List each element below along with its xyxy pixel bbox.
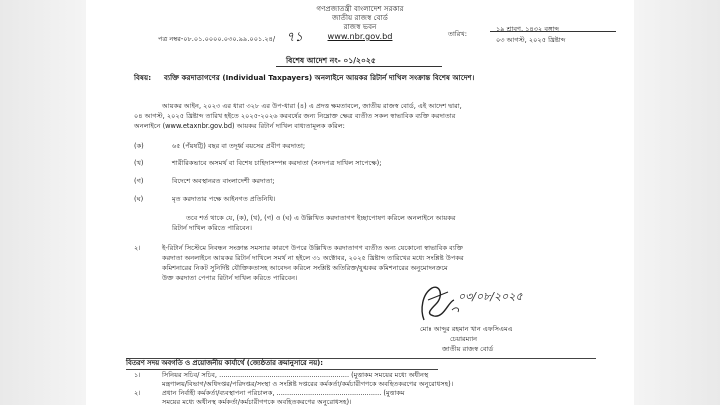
signature-image xyxy=(414,280,524,326)
signatory-designation: চেয়ারম্যান xyxy=(450,335,478,343)
para2-line-3: কমিশনারের নিকট সুনির্দিষ্ট যৌক্তিকতাসহ আবেদন করিলে সংশ্লিষ্ট অতিরিক্ত/যুগ্মকর কমিশনারের অনুমোদনক্রমে xyxy=(162,264,448,272)
special-order-title: বিশেষ আদেশ নং- ০১/২০২৫ xyxy=(286,56,376,65)
intro-line-3: অনলাইনে (www.etaxnbr.gov.bd) আয়কর রিটার্ন দাখিল বাধ্যতামূলক করিল: xyxy=(134,122,345,130)
exception-mark-gha: (ঘ) xyxy=(134,195,144,203)
exception-text-ka: ৬৫ (পঁয়ষট্টি) বছর বা তদূর্ধ্ব বয়সের প্রবীণ করদাতা; xyxy=(172,142,306,150)
intro-line-1: আয়কর আইন, ২০২৩ এর ধারা ৩২৮ এর উপ-ধারা (৪) এ প্রদত্ত ক্ষমতাবলে, জাতীয় রাজস্ব বোর্ড, এই আদেশ দ্বারা, xyxy=(162,102,462,110)
distribution-heading: বিতরণ সদয় অবগতি ও প্রয়োজনীয় কার্যার্থে (জ্যেষ্ঠতার ক্রমানুসারে নয়): xyxy=(126,359,323,367)
exception-text-kha: শারীরিকভাবে অসমর্থ বা বিশেষ চাহিদাসম্পন্ন করদাতা (সনদপত্র দাখিল সাপেক্ষে); xyxy=(172,159,382,167)
distribution-heading-underline xyxy=(126,369,438,370)
para2-line-2: করদাতা অনলাইনে আয়কর রিটার্ন দাখিলে সমর্থ না হইলে ৩১ অক্টোবর, ২০২৫ খ্রিষ্টাব্দ তারিখের মধ্যে সংশ্লিষ্ট উপকর xyxy=(162,254,464,262)
date-divider xyxy=(490,31,616,32)
header-board: জাতীয় রাজস্ব বোর্ড xyxy=(332,13,388,22)
exception-mark-ka: (ক) xyxy=(134,142,144,150)
date-gregorian: ০৩ আগস্ট, ২০২৫ খ্রিষ্টাব্দ xyxy=(496,36,566,44)
para2-number: ২। xyxy=(134,244,141,252)
para2-line-4: উক্ত করদাতা পেপার রিটার্ন দাখিল করিতে পারিবেন। xyxy=(162,274,298,282)
memo-number-label: পত্র নম্বর-০৮.০১.০০০০.০৩০.৯৯.০০১.২৪/ xyxy=(158,35,276,43)
subject-label: বিষয়: xyxy=(134,73,152,82)
signature-handwritten-date: ০৩/০৮/২০২৫ xyxy=(458,290,523,303)
memo-number-handwritten: ৭১ xyxy=(286,30,303,45)
viewer-margin-right xyxy=(634,0,720,405)
date-bangla: ১৯ শ্রাবণ, ১৪৩২ বঙ্গাব্দ xyxy=(496,25,560,33)
distribution-item-2-line-2: সময়ের মধ্যে অধীনস্থ কর্মকর্তা/কর্মচারীগণকে অবহিতকরণের অনুরোধসহ)। xyxy=(162,398,352,406)
condition-line-2: রিটার্ন দাখিল করিতে পারিবেন। xyxy=(172,224,252,232)
header-website-link[interactable]: www.nbr.gov.bd xyxy=(327,31,393,41)
distribution-item-2-line-1: প্রধান নির্বাহী কর্মকর্তা/ব্যবস্থাপনা পরিচালক, .................................................. (মুত্তাকম xyxy=(162,389,405,397)
para2-line-1: ই-রিটার্ন সিস্টেমে নিবন্ধন সংক্রান্ত সমস্যার কারণে উপরে উল্লিখিত করদাতাগণ ব্যতীত অন্য যেকোনো স্বাভাবিক ব্যক্তি xyxy=(162,244,464,252)
exception-text-gha: মৃত করদাতার পক্ষে আইনগত প্রতিনিধি। xyxy=(172,195,276,203)
subject-text: ব্যক্তি করদাতাগণের (Individual Taxpayers) অনলাইনে আয়কর রিটার্ন দাখিল সংক্রান্ত বিশেষ আদেশ। xyxy=(164,73,475,82)
distribution-item-1-line-2: মন্ত্রণালয়/বিভাগ/অধিদপ্তর/পরিদপ্তর/সংস্থা ও সংশ্লিষ্ট দপ্তরের কর্মকর্তা/কর্মচারীগণকে অবহিতকরণের অনুরোধসহ)। xyxy=(162,380,454,388)
date-box xyxy=(490,19,616,43)
exception-mark-ga: (গ) xyxy=(134,177,144,185)
signatory-name: মোঃ আব্দুর রহমান খান এফসিএমএ xyxy=(420,325,513,333)
intro-line-2: ০৪ আগস্ট, ২০২৫ খ্রিষ্টাব্দ তারিখ হইতে ২০২৫-২০২৬ করবর্ষের জন্য নিম্নোক্ত ক্ষেত্র ব্যতীত সকল স্বাভাবিক ব্যক্তি করদাতার xyxy=(134,112,456,120)
special-order-underline xyxy=(276,66,442,67)
distribution-item-2-number: ২। xyxy=(134,389,141,397)
exception-mark-kha: (খ) xyxy=(134,159,144,167)
header-building: রাজস্ব ভবন xyxy=(343,22,377,31)
document-page xyxy=(86,0,634,405)
exception-text-ga: বিদেশে অবস্থানরত বাংলাদেশী করদাতা; xyxy=(172,177,275,185)
distribution-item-1-number: ১। xyxy=(134,371,141,379)
signatory-office: জাতীয় রাজস্ব বোর্ড xyxy=(442,345,494,353)
condition-line-1: তবে শর্ত থাকে যে, (ক), (খ), (গ) ও (ঘ) এ উল্লিখিত করদাতাগণ ইচ্ছাপোষণ করিলে অনলাইনে আয়কর xyxy=(186,214,456,222)
date-label: তারিখ: xyxy=(448,30,467,38)
header-government: গণপ্রজাতন্ত্রী বাংলাদেশ সরকার xyxy=(316,4,404,13)
distribution-item-1-line-1: সিনিয়র সচিব/ সচিব, .............................................................. (মুত্তাকম সময়ের মধ্যে অধীনস্থ xyxy=(162,371,429,379)
viewer-margin-left xyxy=(0,0,86,405)
